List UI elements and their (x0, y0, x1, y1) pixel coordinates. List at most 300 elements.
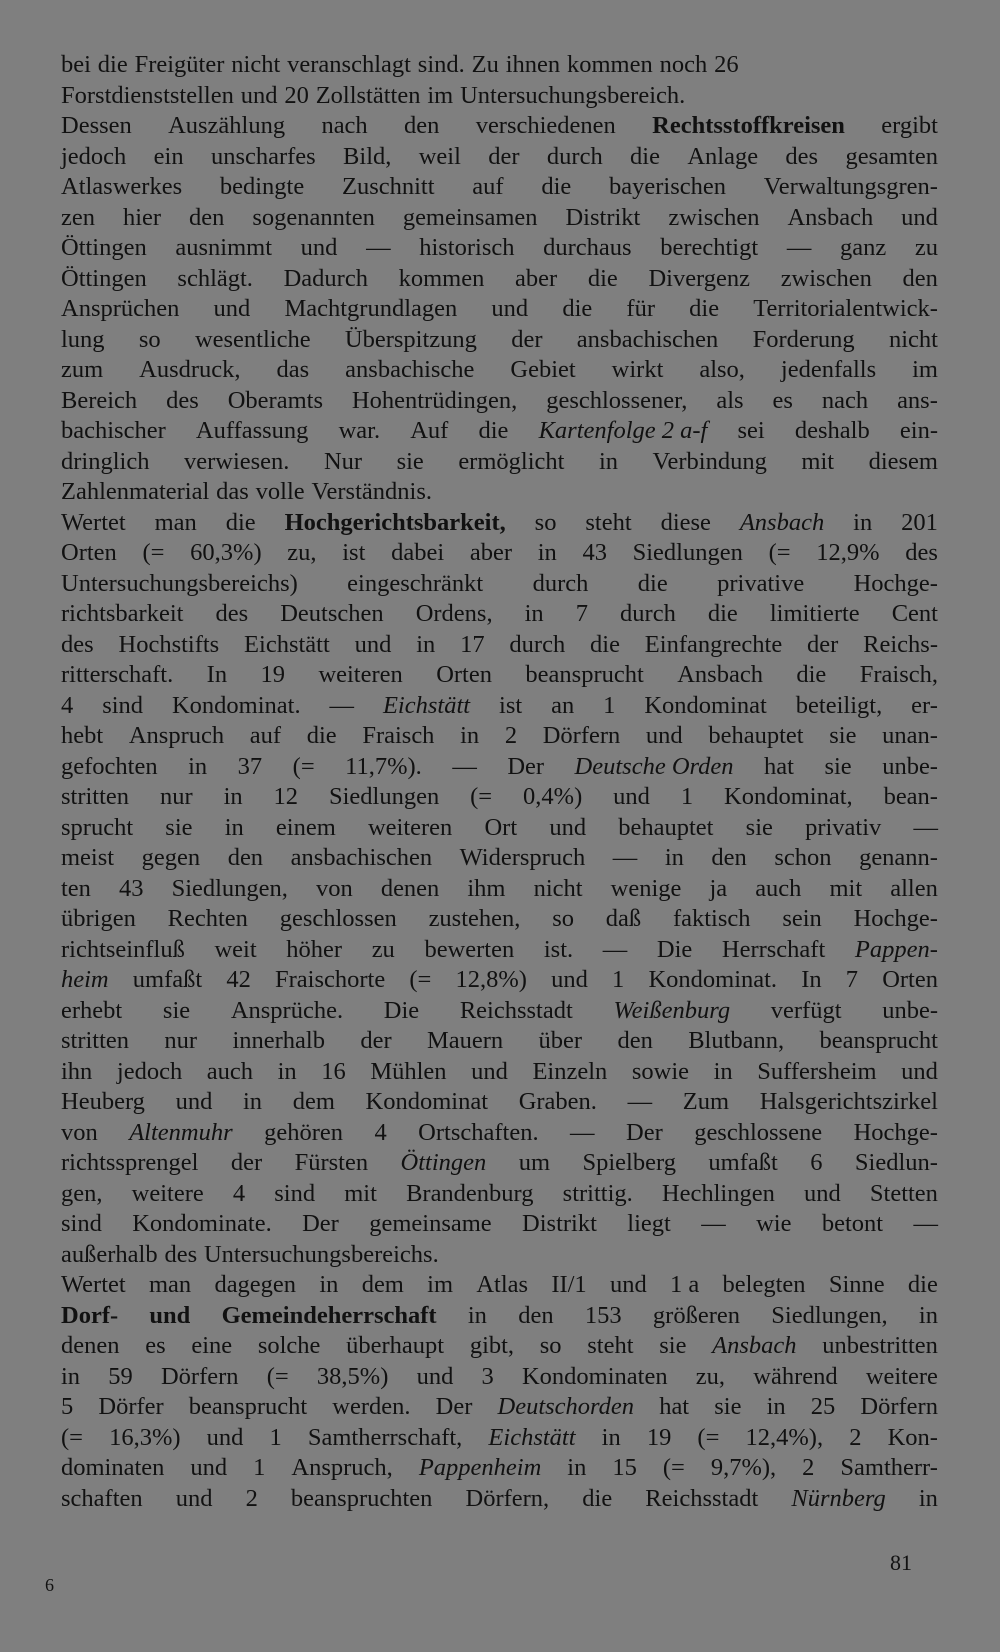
word: die (796, 661, 827, 688)
word: unscharfes (210, 142, 316, 170)
word: und (901, 203, 938, 231)
word: der (511, 325, 543, 353)
word: — (913, 1210, 938, 1237)
word: eingeschränkt (347, 569, 484, 597)
word: während (753, 1362, 838, 1390)
word: diesem (868, 447, 938, 475)
word: in (277, 1057, 297, 1085)
word: heim (61, 966, 109, 993)
word: eine (191, 1332, 233, 1359)
word: Rechtsstoffkreisen (652, 112, 845, 139)
word: 25 (810, 1393, 836, 1420)
word: im (427, 81, 454, 109)
word: Sinne (828, 1271, 885, 1298)
word: 3 (481, 1362, 494, 1390)
word: — (627, 1088, 653, 1115)
word: Rechten (167, 905, 248, 932)
word: höher (286, 935, 343, 963)
word: Forstdienststellen (61, 81, 234, 109)
word: in (416, 630, 436, 658)
signature-mark: 6 (45, 1575, 54, 1595)
word: Atlas (476, 1271, 529, 1298)
text-line (61, 416, 938, 447)
word: Kondominat (644, 691, 767, 719)
word: Kondominat (365, 1088, 489, 1115)
word: Kondominat. (171, 691, 301, 719)
word: Ansbach (712, 1332, 797, 1359)
word: sogenannten (252, 203, 375, 231)
word: bayerischen (609, 173, 727, 200)
word: zwischen (780, 264, 872, 292)
text-line (61, 569, 938, 600)
word: die (306, 722, 337, 749)
word: man (148, 1271, 192, 1298)
word: 38,5%) (316, 1362, 389, 1390)
text-line (61, 874, 938, 905)
word: 37 (237, 752, 263, 780)
word: Anspruch, (291, 1454, 393, 1481)
word: bei (61, 51, 91, 78)
word: Ausdruck, (139, 356, 241, 383)
word: bean- (883, 783, 938, 810)
word: die (587, 264, 618, 292)
text-line (61, 81, 938, 112)
word: Siedlun- (854, 1149, 938, 1176)
text-line (61, 1270, 938, 1301)
word: Überspitzung (344, 325, 477, 353)
word: belegten (722, 1271, 806, 1298)
word: weil (418, 142, 461, 170)
word: Verbindung (652, 447, 767, 475)
word: Reichsstadt (459, 996, 573, 1024)
word: (= (142, 539, 165, 566)
word: Zum (682, 1088, 730, 1115)
word: sie (396, 447, 424, 475)
word: — (701, 1210, 726, 1237)
word: den (404, 112, 440, 139)
word: 43 (119, 874, 144, 902)
word: überhaupt (346, 1332, 445, 1359)
word: 12,9% (816, 539, 880, 566)
word: und (213, 295, 251, 322)
word: Nürnberg (791, 1484, 886, 1512)
word: jedoch (116, 1057, 183, 1085)
word: — (612, 844, 638, 871)
word: dominaten (61, 1454, 165, 1481)
text-line (61, 538, 938, 569)
word: auch (206, 1057, 254, 1085)
word: Einzeln (532, 1057, 608, 1085)
word: richtsbarkeit (61, 600, 184, 627)
word: auf (472, 173, 504, 200)
word: den (189, 203, 225, 231)
word: 0,4%) (523, 783, 583, 810)
word: Öttingen (61, 264, 147, 292)
word: volle (255, 478, 305, 505)
word: Die (383, 996, 420, 1024)
word: daß (605, 905, 642, 932)
word: sprucht (61, 813, 134, 841)
word: aber (515, 264, 558, 292)
word: 2 (245, 1484, 258, 1512)
word: Orten (61, 539, 117, 566)
word: beanspruchten (290, 1484, 433, 1512)
word: strittig. (562, 1179, 633, 1207)
word: 60,3%) (190, 539, 262, 566)
word: Ansbach (739, 508, 825, 536)
word: als (716, 386, 744, 414)
word: dringlich (61, 447, 150, 475)
word: und (300, 234, 338, 261)
word: des (164, 1240, 198, 1268)
word: kommen (398, 264, 485, 292)
word: weitere (865, 1362, 938, 1390)
text-line (61, 1087, 938, 1118)
word: auf (249, 722, 282, 749)
word: denen (380, 874, 440, 902)
word: nach (821, 386, 869, 414)
word: Nur (323, 447, 363, 475)
word: Öttingen (400, 1149, 487, 1176)
word: in (713, 1057, 733, 1085)
word: Hochstifts (118, 630, 220, 658)
word: sein (782, 905, 822, 932)
word: betont (821, 1210, 884, 1237)
word: stritten (61, 783, 130, 810)
word: so (138, 325, 161, 353)
word: des (785, 142, 819, 170)
word: des (215, 600, 249, 627)
word: so (552, 905, 574, 932)
word: weiteren (367, 813, 453, 841)
word: zen (61, 203, 95, 231)
word: Kon- (887, 1423, 938, 1451)
text-line (61, 996, 938, 1027)
word: Ort (484, 813, 518, 841)
word: limitierte (769, 600, 860, 627)
word: Pappenheim (418, 1454, 542, 1481)
word: über (538, 1027, 583, 1054)
word: 7 (575, 600, 588, 627)
word: 20 (284, 81, 309, 109)
text-line (61, 660, 938, 691)
word: für (626, 295, 655, 322)
text-line (61, 1484, 938, 1515)
word: Zahlenmaterial (61, 478, 210, 505)
word: 42 (226, 966, 251, 993)
word: in (664, 844, 684, 871)
word: er- (911, 691, 938, 719)
text-line (61, 386, 938, 417)
word: 1 (680, 783, 694, 810)
word: im (912, 356, 938, 383)
word: ritterschaft. (61, 661, 174, 688)
text-line (61, 965, 938, 996)
word: Siedlungen (632, 539, 743, 566)
word: gibt, (469, 1332, 515, 1359)
word: kommen (567, 51, 653, 78)
word: Hochge- (853, 569, 938, 597)
word: Dörfern (860, 1393, 938, 1420)
word: durch (532, 569, 589, 597)
word: 1 (253, 1454, 266, 1481)
word: in (918, 1484, 938, 1512)
word: Dörfern (542, 722, 621, 749)
word: beteiligt, (795, 691, 883, 719)
word: richtseinfluß (61, 935, 185, 963)
word: mit (801, 447, 835, 475)
word: Cent (891, 600, 938, 627)
word: in (460, 722, 480, 749)
word: außerhalb (61, 1240, 158, 1268)
word: in (853, 508, 873, 536)
word: die (562, 295, 593, 322)
body-text (61, 50, 938, 1514)
word: man (154, 508, 197, 536)
word: 2 (504, 722, 518, 749)
word: steht (587, 1332, 634, 1359)
word: Weißenburg (613, 996, 731, 1024)
word: sie (714, 1393, 742, 1420)
word: Orten (882, 966, 938, 993)
text-line (61, 1026, 938, 1057)
word: (= (470, 783, 493, 810)
word: werden. (332, 1393, 411, 1420)
word: die (97, 51, 128, 78)
page-number: 81 (890, 1550, 912, 1575)
text-line (61, 172, 938, 203)
word: Reichsstadt (645, 1484, 759, 1512)
word: Reichs- (863, 630, 938, 658)
word: und (804, 1179, 841, 1207)
word: behauptet (708, 722, 804, 749)
word: nicht (888, 325, 938, 353)
text-line (61, 1057, 938, 1088)
word: Ansbach (677, 661, 763, 688)
word: in (766, 1393, 786, 1420)
word: nur (159, 783, 193, 810)
word: allen (890, 874, 938, 902)
word: Einfangrechte (644, 630, 783, 658)
text-line (61, 813, 938, 844)
word: umfaßt (708, 1149, 778, 1176)
word: in (223, 783, 243, 810)
word: verwiesen. (183, 447, 290, 475)
word: beansprucht (188, 1393, 308, 1420)
word: sie (165, 813, 193, 841)
text-line (61, 264, 938, 295)
word: sie (162, 996, 191, 1024)
word: von (61, 1118, 98, 1146)
word: Orten (436, 661, 492, 688)
word: sind. (417, 51, 465, 78)
word: es (772, 386, 793, 414)
word: Dadurch (283, 264, 368, 292)
word: in (242, 1088, 263, 1115)
word: Distrikt (522, 1210, 597, 1237)
word: 15 (612, 1454, 637, 1481)
word: in (918, 1301, 938, 1329)
word: ausnimmt (175, 234, 273, 261)
word: Oberamts (227, 386, 323, 414)
word: zum (61, 356, 104, 383)
word: dem (292, 1088, 335, 1115)
word: gefochten (61, 752, 158, 780)
word: Untersuchungsbereichs) (61, 569, 298, 597)
word: 17 (460, 630, 485, 658)
word: lung (61, 325, 105, 353)
word: (= (409, 966, 432, 993)
word: den (902, 264, 938, 292)
text-line (61, 203, 938, 234)
word: In (801, 966, 822, 993)
word: sind (274, 1179, 316, 1207)
word: sie (659, 1332, 687, 1359)
word: faktisch (672, 905, 751, 932)
word: Ordens, (415, 600, 493, 627)
word: durch (546, 142, 603, 170)
word: bedingte (219, 173, 305, 200)
word: so (534, 508, 557, 536)
text-line (61, 752, 938, 783)
word: Freigüter (134, 51, 225, 78)
word: um (518, 1149, 551, 1176)
word: Dörfer (98, 1393, 164, 1420)
word: nur (164, 1027, 198, 1054)
word: geschlossener, (546, 386, 688, 414)
word: und (149, 1301, 191, 1329)
text-line (61, 691, 938, 722)
word: Der (302, 1210, 339, 1237)
word: 19 (646, 1423, 672, 1451)
word: ihm (467, 874, 506, 902)
word: ist. (543, 935, 574, 963)
word: beansprucht (525, 661, 644, 688)
word: Dörfern (160, 1362, 239, 1390)
word: und (190, 1454, 228, 1481)
word: Suffersheim (757, 1057, 877, 1085)
word: Ansprüchen (61, 295, 180, 322)
word: Deutschorden (497, 1393, 635, 1420)
word: Kartenfolge 2 a-f (538, 417, 708, 444)
text-line (61, 935, 938, 966)
word: 12,4%), (745, 1423, 824, 1451)
word: und (471, 1057, 508, 1085)
word: ist (342, 539, 366, 566)
word: weit (214, 935, 257, 963)
word: Fraisch, (859, 661, 938, 688)
word: jedenfalls (780, 356, 877, 383)
word: ja (709, 874, 728, 902)
text-line (61, 233, 938, 264)
word: 7 (845, 966, 859, 993)
word: 43 (582, 539, 607, 566)
word: Siedlungen (328, 783, 440, 810)
word: Eichstätt (488, 1423, 576, 1451)
word: Heuberg (61, 1088, 145, 1115)
word: Verständnis. (311, 478, 432, 505)
word: der (360, 1027, 392, 1054)
word: durch (620, 600, 676, 627)
word: der (230, 1149, 263, 1176)
word: richtssprengel (61, 1149, 199, 1176)
word: und (609, 1271, 647, 1298)
word: in (61, 1362, 81, 1390)
word: Hochge- (853, 905, 938, 932)
word: Altenmuhr (129, 1118, 233, 1146)
word: verfügt (770, 996, 842, 1024)
word: Samtherr- (840, 1454, 938, 1481)
word: Graben. (518, 1088, 597, 1115)
word: jedoch (61, 142, 127, 170)
word: die (637, 569, 668, 597)
word: Forderung (752, 325, 855, 353)
text-line (61, 1392, 938, 1423)
word: ermöglicht (458, 447, 565, 475)
word: hat (659, 1393, 690, 1420)
text-line (61, 355, 938, 386)
word: die (582, 1484, 613, 1512)
text-line (61, 1179, 938, 1210)
word: (= (61, 1423, 83, 1451)
word: sie (829, 722, 857, 749)
word: die (590, 630, 620, 658)
text-line (61, 50, 938, 81)
text-line (61, 1362, 938, 1393)
word: Widerspruch (459, 844, 586, 871)
word: Pappen- (854, 935, 938, 963)
word: Eichstätt (244, 630, 330, 658)
word: Atlaswerkes (61, 173, 183, 200)
word: Fraischorte (275, 966, 386, 993)
word: In (206, 661, 228, 688)
word: 9,7%), (710, 1454, 777, 1481)
text-line (61, 325, 938, 356)
word: Untersuchungsbereichs. (203, 1240, 439, 1268)
word: gemeinsame (369, 1210, 492, 1237)
word: des (61, 630, 94, 658)
word: an (551, 691, 575, 719)
word: steht (585, 508, 632, 536)
word: Halsgerichtszirkel (759, 1088, 938, 1115)
word: Ansprüche. (230, 996, 344, 1024)
word: die (707, 600, 738, 627)
word: Zuschnitt (341, 173, 435, 200)
word: und (551, 966, 588, 993)
word: Zu (471, 51, 499, 78)
word: also, (699, 356, 745, 383)
word: denen (61, 1332, 120, 1359)
word: Hechlingen (661, 1179, 775, 1207)
word: dem (361, 1271, 404, 1298)
word: veranschlagt (287, 51, 411, 78)
word: und (175, 1088, 213, 1115)
word: hier (122, 203, 162, 231)
word: von (316, 874, 353, 902)
text-line (61, 630, 938, 661)
word: Mühlen (370, 1057, 447, 1085)
word: mit (829, 874, 863, 902)
word: Gebiet (510, 356, 576, 383)
word: Samtherrschaft, (307, 1423, 463, 1451)
word: 1 a (670, 1271, 700, 1298)
word: in (188, 752, 208, 780)
text-line (61, 447, 938, 478)
word: weitere (131, 1179, 204, 1207)
word: Bild, (343, 142, 392, 170)
word: beansprucht (819, 1027, 938, 1054)
word: in (537, 539, 557, 566)
